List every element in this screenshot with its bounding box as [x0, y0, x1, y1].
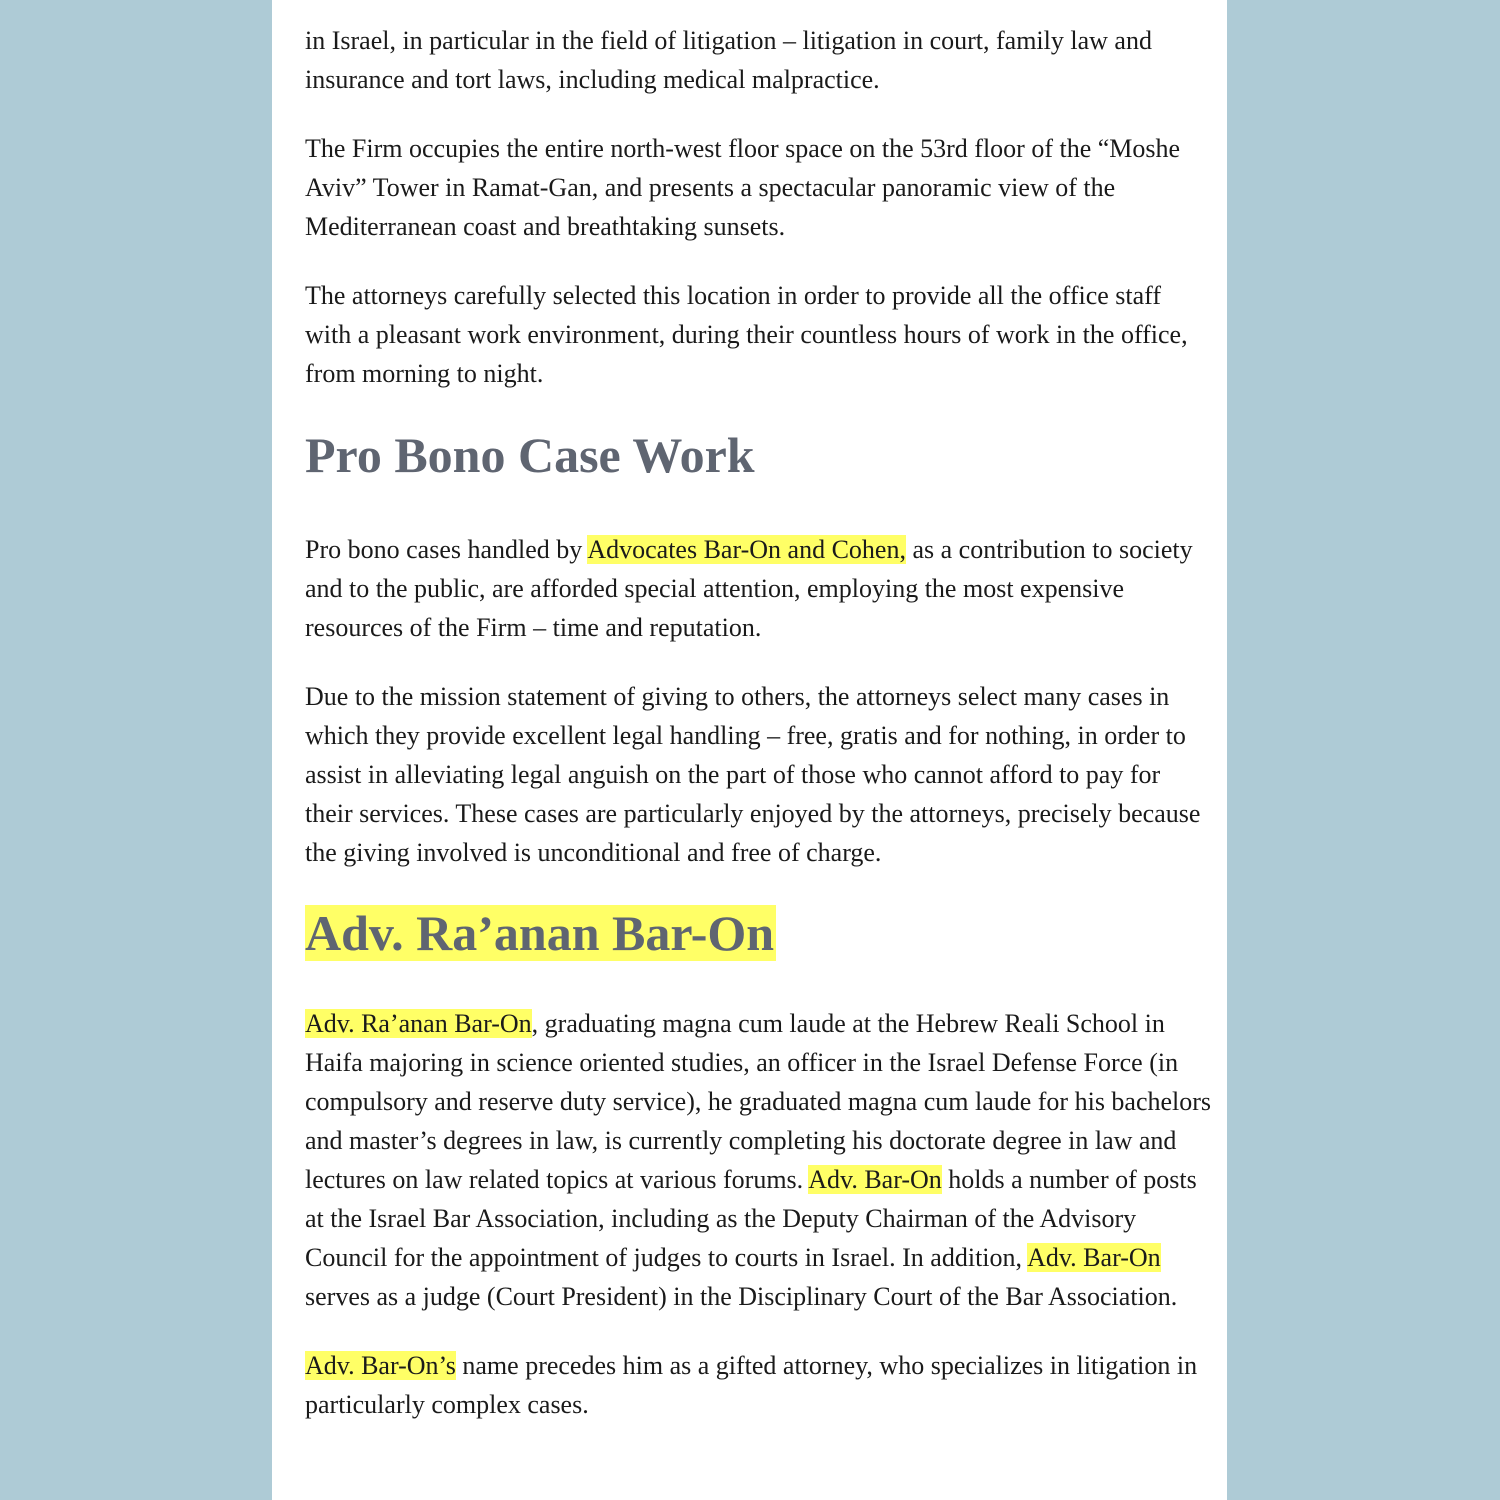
bio-text-3: serves as a judge (Court President) in the Disciplinary Court of the Bar Association.	[305, 1282, 1178, 1311]
bio-text-1: , graduating magna cum laude at the Hebrew Reali School in Haifa majoring in science oriented studies, an officer in the Israel Defense Force (in compulsory and reserve duty service), he graduated magna cum laude for his bachelors and master’s degrees in law, is currently completing his doctorate degree in law and lectures on law related topics at various forums.	[305, 1009, 1212, 1194]
intro-paragraph-3: The attorneys carefully selected this location in order to provide all the office staff with a pleasant work environment, during their countless hours of work in the office, from morning to night.	[305, 281, 1188, 388]
highlighted-name-3: Adv. Bar-On	[1027, 1243, 1161, 1272]
pro-bono-paragraph-1	[305, 530, 1213, 647]
bio-heading	[305, 902, 1213, 964]
bio-heading-highlight: Adv. Ra’anan Bar-On	[305, 905, 775, 961]
pro-bono-text-after: as a contribution to society and to the public, are afforded special attention, employing the most expensive resources of the Firm – time and reputation.	[305, 535, 1193, 642]
highlighted-name-4: Adv. Bar-On’s	[305, 1351, 456, 1380]
pro-bono-paragraph-2: Due to the mission statement of giving to others, the attorneys select many cases in which they provide excellent legal handling – free, gratis and for nothing, in order to assist in alleviating legal anguish on the part of those who cannot afford to pay for their services. These cases are particularly enjoyed by the attorneys, precisely because the giving involved is unconditional and free of charge.	[305, 682, 1201, 867]
bio-text-4: name precedes him as a gifted attorney, who specializes in litigation in particularly complex cases.	[305, 1351, 1198, 1419]
document-content	[305, 21, 1213, 1454]
pro-bono-text-before: Pro bono cases handled by	[305, 535, 588, 564]
pro-bono-heading: Pro Bono Case Work	[305, 427, 755, 483]
bio-text-2: holds a number of posts at the Israel Bar Association, including as the Deputy Chairman of the Advisory Council for the appointment of judges to courts in Israel. In addition,	[305, 1165, 1197, 1272]
bio-paragraph-1	[305, 1004, 1213, 1316]
highlighted-name-1: Adv. Ra’anan Bar-On	[305, 1009, 532, 1038]
intro-paragraph-2: The Firm occupies the entire north-west floor space on the 53rd floor of the “Moshe Aviv” Tower in Ramat-Gan, and presents a spectacular panoramic view of the Mediterranean coast and breathtaking sunsets.	[305, 134, 1181, 241]
bio-paragraph-2	[305, 1346, 1213, 1424]
highlighted-name-2: Adv. Bar-On	[808, 1165, 942, 1194]
document-page	[272, 0, 1227, 1500]
intro-paragraph-1: in Israel, in particular in the field of litigation – litigation in court, family law and insurance and tort laws, including medical malpractice.	[305, 26, 1152, 94]
highlighted-advocates-name: Advocates Bar-On and Cohen,	[587, 535, 906, 564]
